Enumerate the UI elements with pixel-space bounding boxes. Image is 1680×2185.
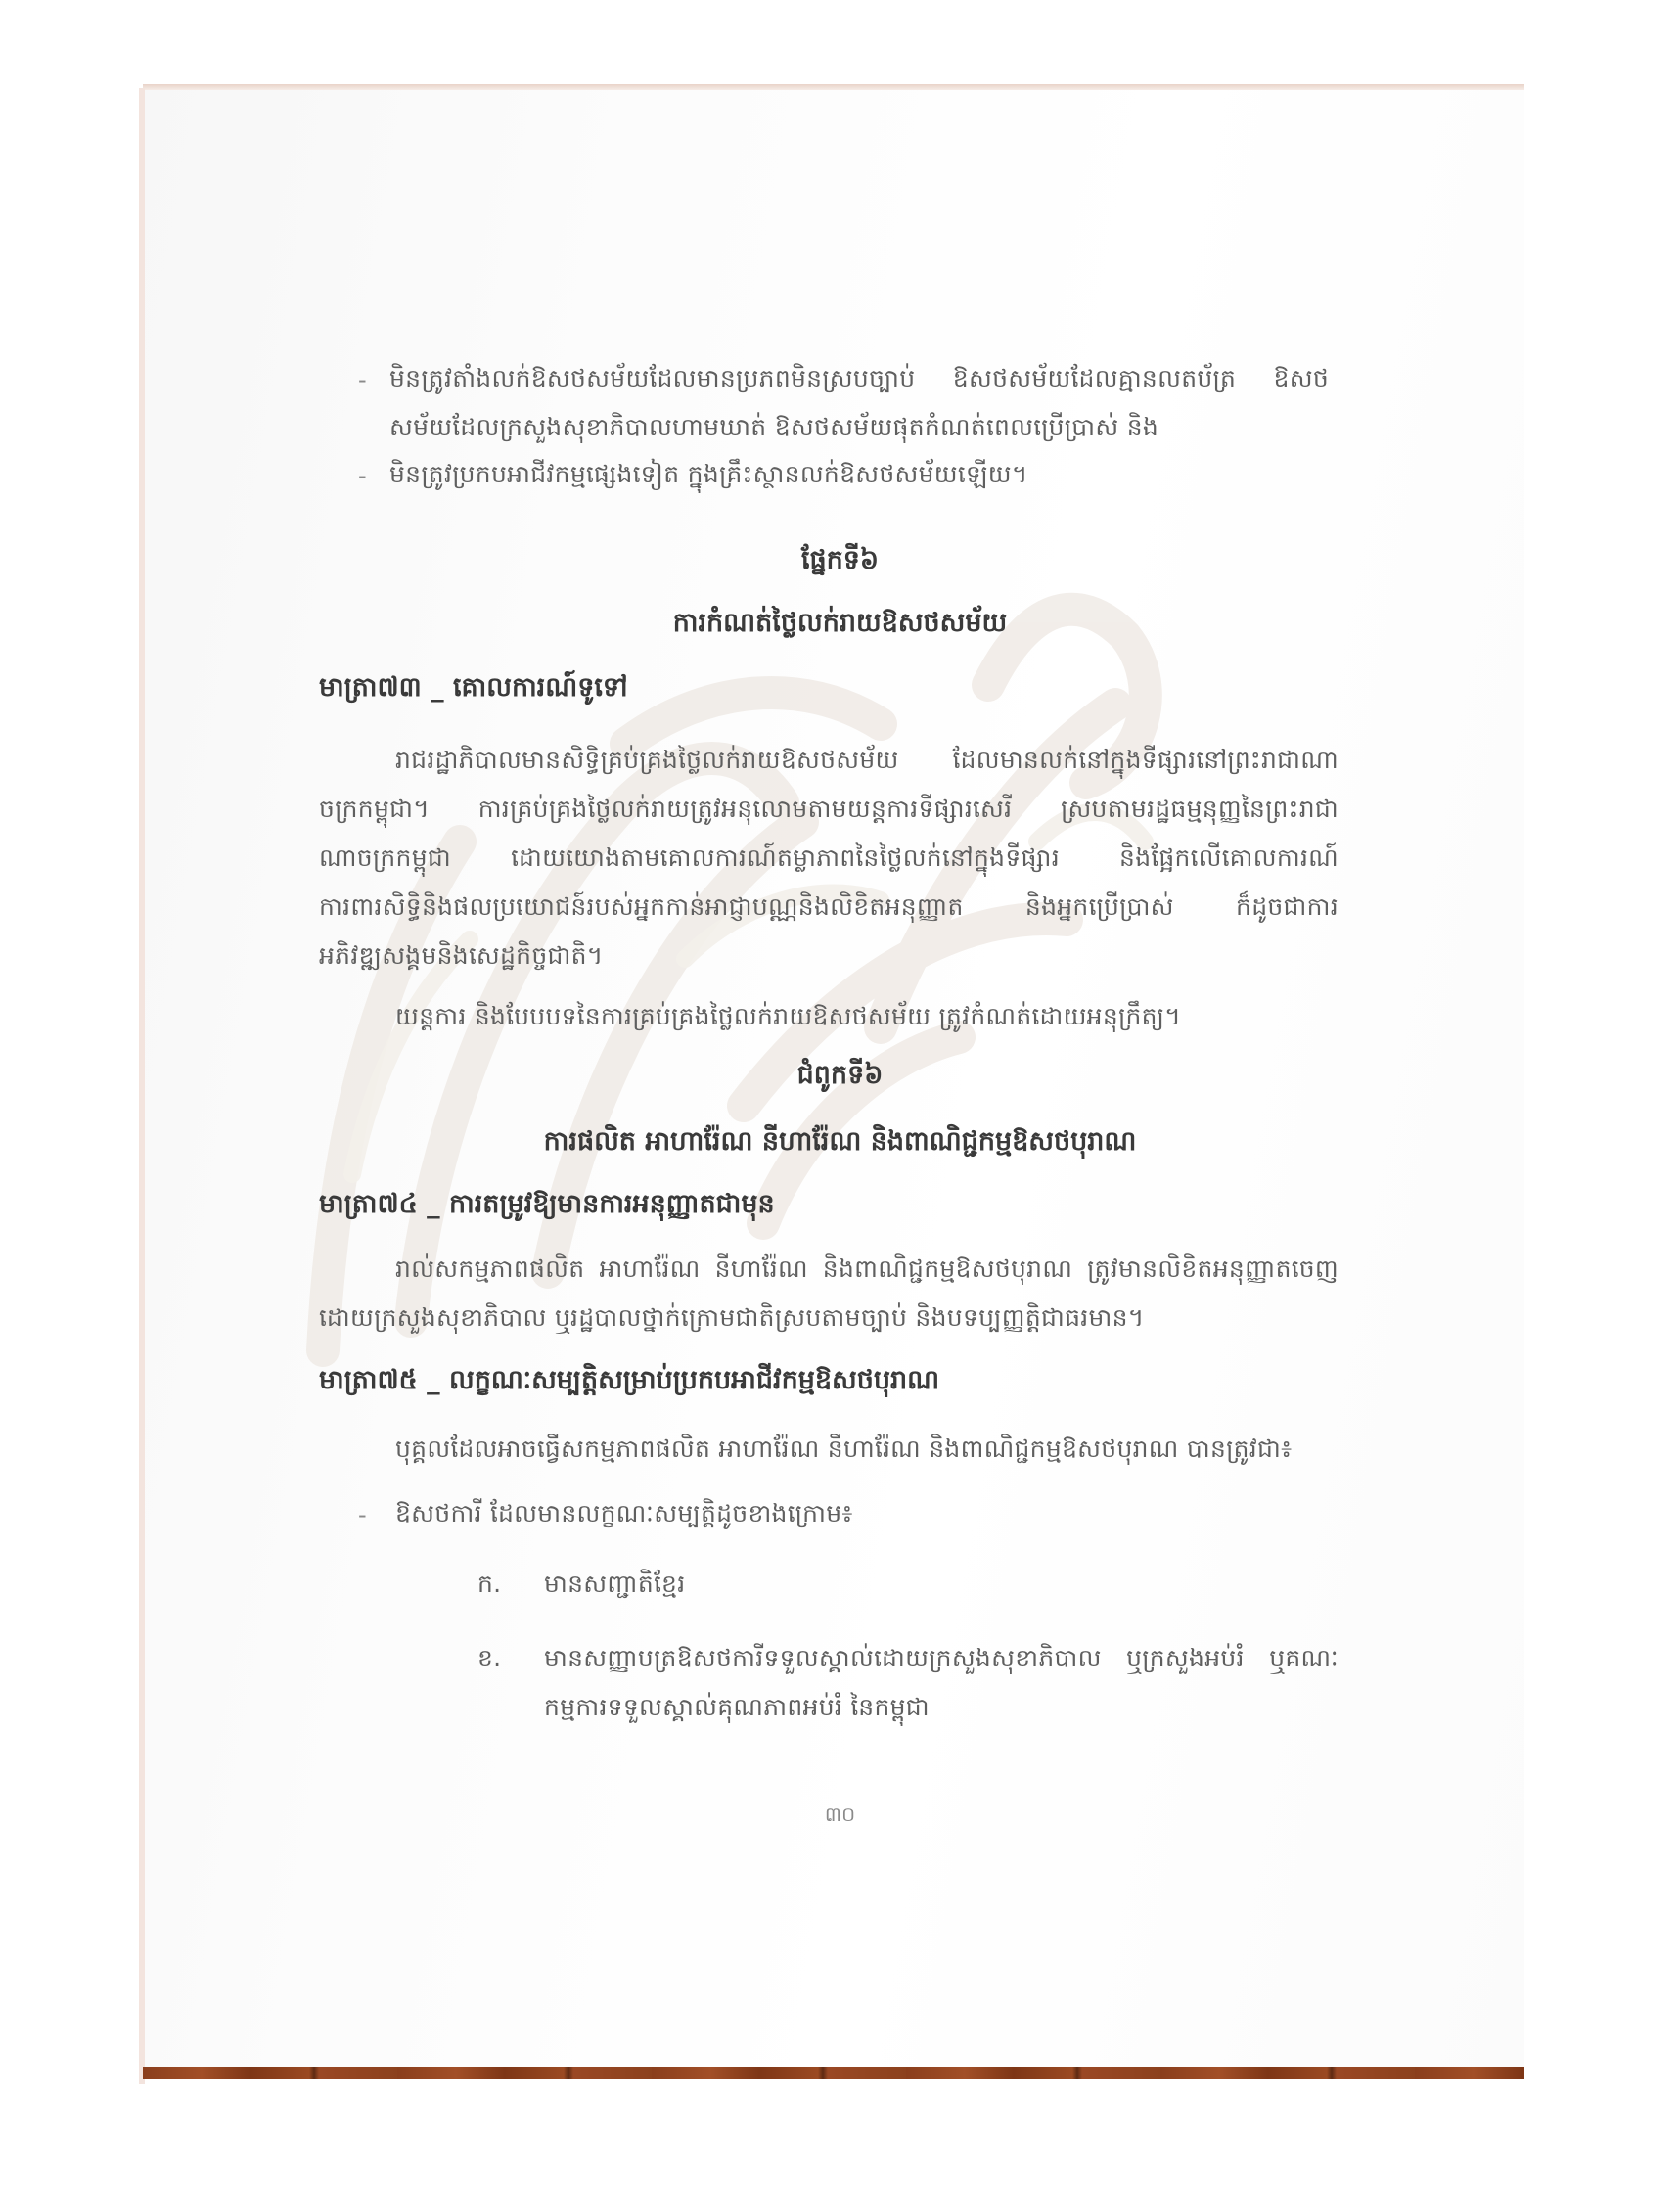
- bullet-marker: -: [358, 1501, 367, 1528]
- chapter-title: ការផលិត អាហារ៉ែណ នីហារ៉ែណ និងពាណិជ្ជកម្មឱសថបុរាណ: [543, 1126, 1137, 1157]
- article-74-line: ដោយក្រសួងសុខាភិបាល ឬរដ្ឋបាលថ្នាក់ក្រោមជាតិស្របតាមច្បាប់ និងបទប្បញ្ញត្តិជាធរមាន។: [319, 1303, 1145, 1332]
- part-number: ផ្នែកទី៦: [800, 545, 880, 575]
- bullet-line: មិនត្រូវតាំងលក់ឱសថសម័យដែលមានប្រភពមិនស្របច្បាប់ ឱសថសម័យដែលគ្មានលតប័ត្រ ឱសថ: [389, 364, 1329, 392]
- article-73-line: ចក្រកម្ពុជា។ ការគ្រប់គ្រងថ្លៃលក់រាយត្រូវអនុលោមតាមយន្តការទីផ្សារសេរី ស្របតាមរដ្ឋធម្មនុញ្ញនៃព្រះរាជា: [319, 795, 1339, 823]
- article-73-line: អភិវឌ្ឍសង្គមនិងសេដ្ឋកិច្ចជាតិ។: [319, 941, 604, 970]
- bullet-line: សម័យដែលក្រសួងសុខាភិបាលហាមឃាត់ ឱសថសម័យផុតកំណត់ពេលប្រើប្រាស់ និង: [389, 413, 1159, 441]
- article-74-heading: មាត្រា៧៤ _ ការតម្រូវឱ្យមានការអនុញ្ញាតជាមុន: [319, 1189, 775, 1219]
- page-number: ៣០: [824, 1802, 856, 1826]
- item-marker: ខ.: [477, 1644, 502, 1672]
- article-75-heading: មាត្រា៧៥ _ លក្ខណៈសម្បត្តិសម្រាប់ប្រកបអាជីវកម្មឱសថបុរាណ: [319, 1365, 940, 1395]
- article-73-paragraph-2: យន្តការ និងបែបបទនៃការគ្រប់គ្រងថ្លៃលក់រាយឱសថសម័យ ត្រូវកំណត់ដោយអនុក្រឹត្យ។: [395, 1002, 1182, 1030]
- article-75-bullet: ឱសថការី ដែលមានលក្ខណៈសម្បត្តិដូចខាងក្រោម៖: [395, 1499, 853, 1527]
- part-title: ការកំណត់ថ្លៃលក់រាយឱសថសម័យ: [672, 608, 1008, 638]
- item-text: កម្មការទទួលស្គាល់គុណភាពអប់រំ នៃកម្ពុជា: [544, 1693, 930, 1721]
- chapter-number: ជំពូកទី៦: [796, 1060, 884, 1090]
- bullet-line: មិនត្រូវប្រកបអាជីវកម្មផ្សេងទៀត ក្នុងគ្រឹះស្ថានលក់ឱសថសម័យឡើយ។: [389, 460, 1028, 488]
- item-text: មានសញ្ជាតិខ្មែរ: [544, 1570, 686, 1598]
- item-marker: ក.: [477, 1570, 502, 1598]
- article-73-line: ណាចក្រកម្ពុជា ដោយយោងតាមគោលការណ៍តម្លាភាពនៃថ្លៃលក់នៅក្នុងទីផ្សារ និងផ្អែកលើគោលការណ៍: [319, 843, 1339, 872]
- article-73-heading: មាត្រា៧៣ _ គោលការណ៍ទូទៅ: [319, 672, 628, 703]
- item-text: មានសញ្ញាបត្រឱសថការីទទួលស្គាល់ដោយក្រសួងសុខាភិបាល ឬក្រសួងអប់រំ ឬគណៈ: [544, 1644, 1339, 1672]
- bullet-marker: -: [358, 462, 367, 489]
- article-75-paragraph: បុគ្គលដែលអាចធ្វើសកម្មភាពផលិត អាហារ៉ែណ នីហារ៉ែណ និងពាណិជ្ជកម្មឱសថបុរាណ បានត្រូវជា៖: [395, 1434, 1293, 1463]
- article-73-line: ការពារសិទ្ធិនិងផលប្រយោជន៍របស់អ្នកកាន់អាជ្ញាបណ្ណនិងលិខិតអនុញ្ញាត និងអ្នកប្រើប្រាស់ ក៏ដូចជាការ: [319, 892, 1339, 921]
- article-73-line: រាជរដ្ឋាភិបាលមានសិទ្ធិគ្រប់គ្រងថ្លៃលក់រាយឱសថសម័យ ដែលមានលក់នៅក្នុងទីផ្សារនៅព្រះរាជាណា: [395, 746, 1339, 774]
- bullet-marker: -: [358, 366, 367, 393]
- article-74-line: រាល់សកម្មភាពផលិត អាហារ៉ែណ នីហារ៉ែណ និងពាណិជ្ជកម្មឱសថបុរាណ ត្រូវមានលិខិតអនុញ្ញាតចេញ: [395, 1254, 1339, 1283]
